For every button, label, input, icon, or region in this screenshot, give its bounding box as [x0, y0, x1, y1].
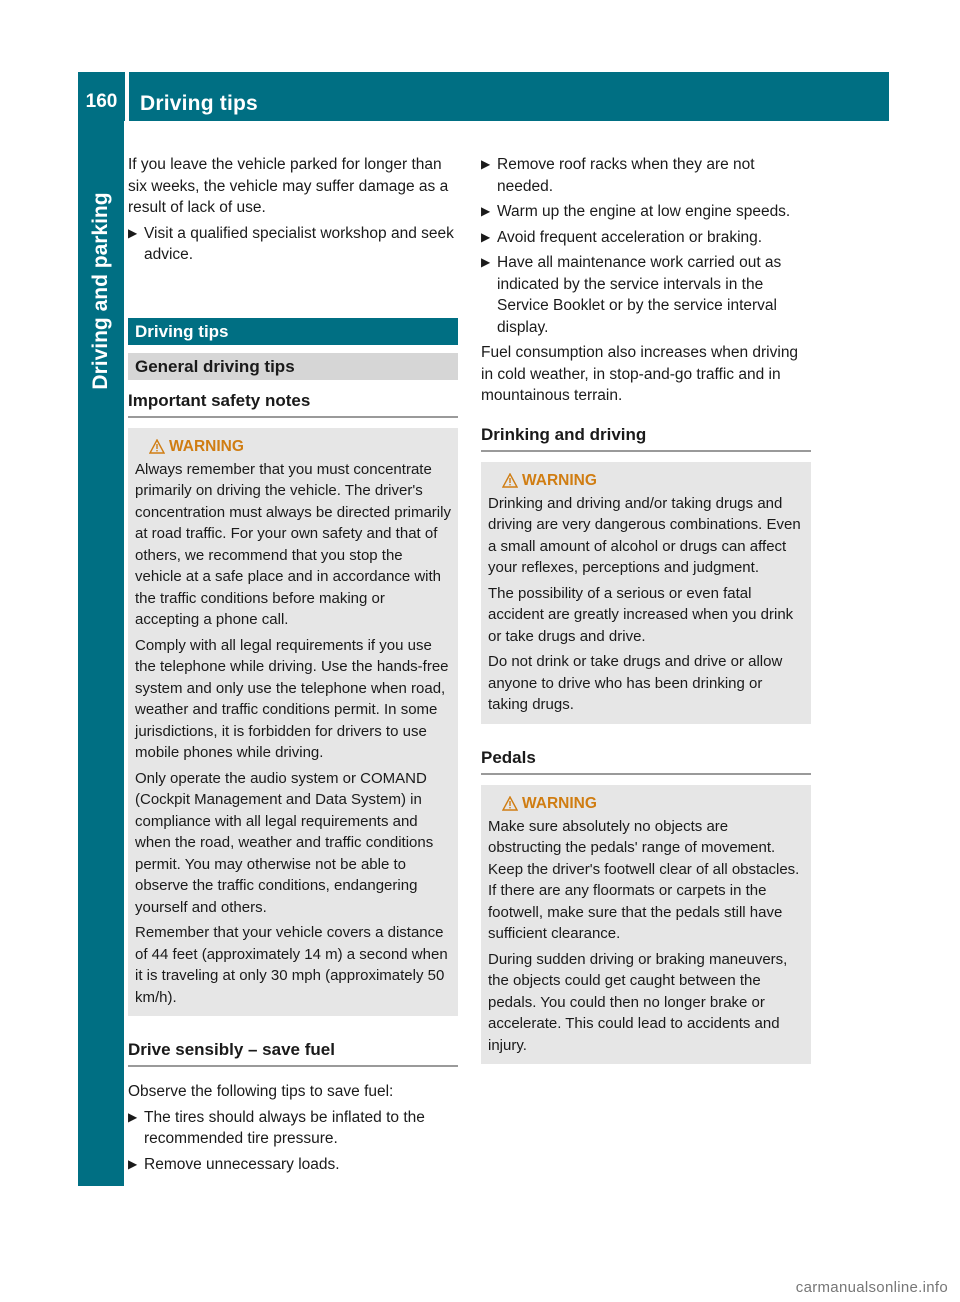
list-item-text: Avoid frequent acceleration or braking.: [497, 228, 763, 246]
warning-triangle-icon: [502, 473, 518, 494]
header-divider: [125, 72, 129, 121]
list-item: [481, 201, 811, 223]
list-item-text: Remove roof racks when they are not needed.: [497, 156, 755, 195]
list-item: [481, 154, 811, 197]
warning-paragraph: Only operate the audio system or COMAND (Cockpit Management and Data System) in compliance with all legal requirements and when the road, weather and traffic conditions permit. You may otherwise not be able to observe the traffic conditions, endangering yourself and others.: [135, 769, 434, 916]
arrow-bullet-icon: ▶: [128, 225, 138, 240]
intro-paragraph: If you leave the vehicle parked for longer than six weeks, the vehicle may suffer damage as a result of lack of use.: [128, 156, 449, 216]
fuel-note: Fuel consumption also increases when driving in cold weather, in stop-and-go traffic and in mountainous terrain.: [481, 344, 799, 404]
arrow-bullet-icon: ▶: [481, 255, 491, 269]
list-item: [128, 223, 458, 266]
warning-label: WARNING: [169, 437, 244, 455]
arrow-bullet-icon: ▶: [481, 229, 491, 244]
heading-save-fuel: Drive sensibly – save fuel: [128, 1040, 458, 1067]
warning-box: [481, 462, 811, 724]
warning-triangle-icon: [149, 439, 165, 460]
warning-header: [488, 793, 804, 814]
warning-paragraph: Make sure absolutely no objects are obstructing the pedals' range of movement. Keep the driver's footwell clear of all obstacles. If there are any floormats or carpets in the footwell, make sure that the pedals still have sufficient clearance.: [488, 817, 800, 942]
heading-drinking-driving: Drinking and driving: [481, 425, 811, 452]
list-item: [128, 1154, 458, 1176]
warning-label: WARNING: [522, 471, 597, 489]
list-item-text: Remove unnecessary loads.: [144, 1155, 340, 1173]
warning-paragraph: Comply with all legal requirements if you use the telephone while driving. Use the hands-free system and only use the telephone when road, weather and traffic conditions permit. In some jurisdictions, it is forbidden for drivers to use mobile phones while driving.: [135, 636, 449, 761]
arrow-bullet-icon: ▶: [128, 1109, 138, 1124]
chapter-tab-label: Driving and parking: [89, 192, 112, 390]
arrow-bullet-icon: ▶: [128, 1156, 138, 1171]
chapter-tab: [78, 121, 124, 1186]
arrow-bullet-icon: ▶: [481, 157, 491, 171]
list-item-text: Visit a qualified specialist workshop and seek advice.: [144, 224, 454, 263]
list-item-text: Warm up the engine at low engine speeds.: [497, 203, 791, 220]
warning-label: WARNING: [522, 794, 597, 812]
arrow-bullet-icon: ▶: [481, 204, 491, 218]
warning-triangle-icon: [502, 796, 518, 817]
warning-paragraph: Always remember that you must concentrate primarily on driving the vehicle. The driver's concentration must always be directed primarily at road traffic. For your own safety and that of others, we recommend that you stop the vehicle at a safe place and in accordance with the traffic conditions before making or accepting a phone call.: [135, 460, 451, 628]
left-column: [128, 154, 458, 1179]
right-column: [481, 154, 811, 1064]
heading-pedals: Pedals: [481, 748, 811, 775]
list-item: [128, 1107, 458, 1150]
list-item-text: Have all maintenance work carried out as indicated by the service intervals in the Service Booklet or by the service interval display.: [497, 254, 782, 336]
warning-paragraph: Remember that your vehicle covers a distance of 44 feet (approximately 14 m) a second when it is traveling at only 30 mph (approximately 50 km/h).: [135, 924, 448, 1006]
page-number: 160: [85, 91, 118, 112]
watermark: carmanualsonline.info: [795, 1279, 948, 1296]
warning-paragraph: The possibility of a serious or even fatal accident are greatly increased when you drink or take drugs and drive.: [488, 584, 794, 645]
fuel-intro: Observe the following tips to save fuel:: [128, 1083, 394, 1100]
warning-header: [488, 470, 804, 491]
section-title: Driving tips: [128, 318, 458, 345]
page-header: [78, 72, 889, 121]
heading-safety-notes: Important safety notes: [128, 391, 458, 418]
warning-box: [128, 428, 458, 1017]
list-item-text: The tires should always be inflated to the recommended tire pressure.: [144, 1108, 425, 1147]
subsection-title: General driving tips: [128, 353, 458, 380]
warning-box: [481, 785, 811, 1065]
warning-paragraph: During sudden driving or braking maneuvers, the objects could get caught between the pedals. You could then no longer brake or accelerate. This could lead to accidents and injury.: [488, 950, 788, 1054]
page-title: Driving tips: [140, 92, 258, 115]
warning-paragraph: Drinking and driving and/or taking drugs and driving are very dangerous combinations. Even a small amount of alcohol or drugs can affect your reflexes, perceptions and judgment.: [488, 494, 801, 576]
list-item: [481, 252, 811, 338]
warning-paragraph: Do not drink or take drugs and drive or allow anyone to drive who has been drinking or taking drugs.: [488, 653, 783, 713]
warning-header: [135, 436, 451, 457]
list-item: [481, 227, 811, 249]
